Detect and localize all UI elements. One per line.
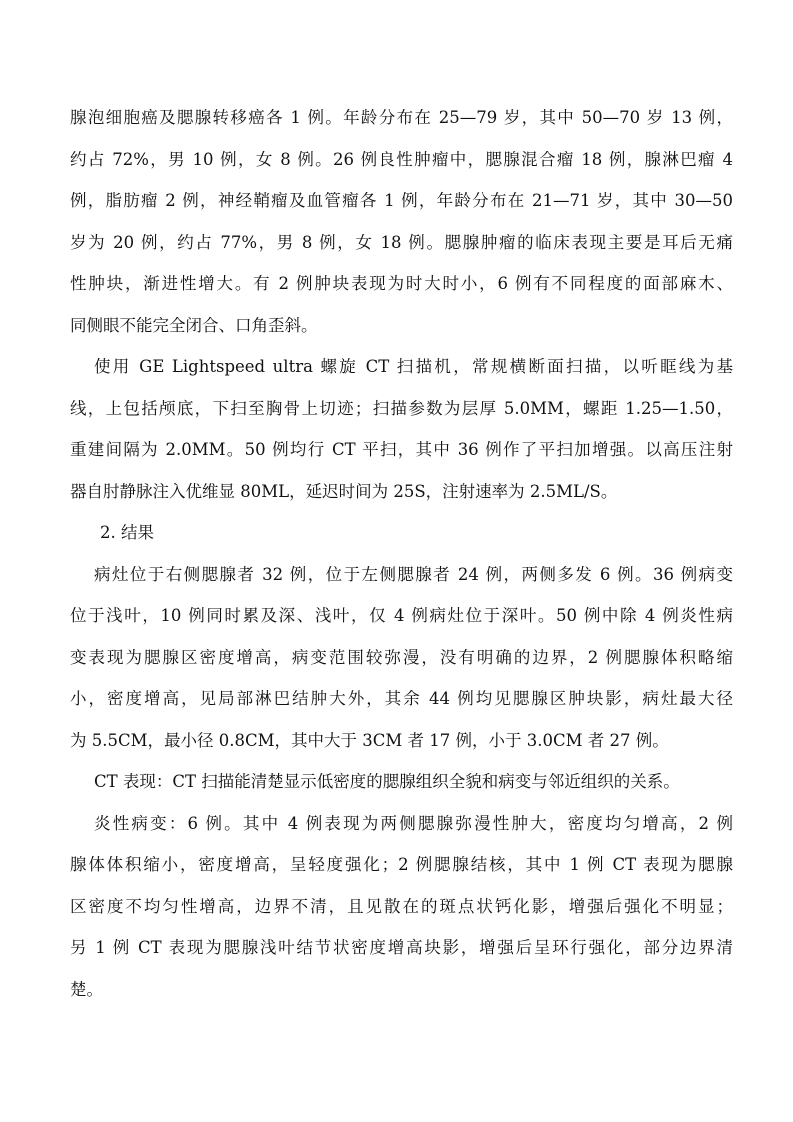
text-line: 同侧眼不能完全闭合、口角歪斜。 (70, 315, 318, 335)
text-line: 另 1 例 CT 表现为腮腺浅叶结节状密度增高块影，增强后呈环行强化，部分边界清 (70, 938, 733, 957)
text-line: 区密度不均匀性增高，边界不清，且见散在的斑点状钙化影，增强后强化不明显； (70, 896, 733, 916)
text-line: 小，密度增高，见局部淋巴结肿大外，其余 44 例均见腮腺区肿块影，病灶最大径 (70, 689, 733, 708)
text-line: 岁为 20 例，约占 77%，男 8 例，女 18 例。腮腺肿瘤的临床表现主要是耳后无痛 (70, 232, 733, 252)
paragraph (70, 97, 733, 346)
text-line: 为 5.5CM，最小径 0.8CM，其中大于 3CM 者 17 例，小于 3.0CM 者 27 例。 (70, 730, 669, 750)
text-line: 楚。 (70, 979, 103, 999)
paragraph (70, 803, 733, 1011)
text-line: 重建间隔为 2.0MM。50 例均行 CT 平扫，其中 36 例作了平扫加增强。以高压注射 (70, 440, 733, 459)
text-line: 约占 72%，男 10 例，女 8 例。26 例良性肿瘤中，腮腺混合瘤 18 例，腺淋巴瘤 4 (70, 149, 733, 169)
section-heading (70, 512, 733, 554)
text-line: 腺体体积缩小，密度增高，呈轻度强化；2 例腮腺结核，其中 1 例 CT 表现为腮腺 (70, 855, 733, 874)
document-body (70, 97, 733, 1010)
text-line: 器自肘静脉注入优维显 80ML，延迟时间为 25S，注射速率为 2.5ML/S。 (70, 481, 618, 501)
paragraph (70, 761, 733, 803)
paragraph (70, 554, 733, 762)
text-line: 变表现为腮腺区密度增高，病变范围较弥漫，没有明确的边界，2 例腮腺体积略缩 (70, 647, 733, 667)
text-line: 例，脂肪瘤 2 例，神经鞘瘤及血管瘤各 1 例，年龄分布在 21—71 岁，其中 30—50 (70, 191, 733, 210)
text-line: 性肿块，渐进性增大。有 2 例肿块表现为时大时小，6 例有不同程度的面部麻木、 (70, 274, 733, 293)
text-line: 病灶位于右侧腮腺者 32 例，位于左侧腮腺者 24 例，两侧多发 6 例。36 例病变 (94, 564, 733, 584)
paragraph (70, 346, 733, 512)
text-line: 腺泡细胞癌及腮腺转移癌各 1 例。年龄分布在 25—79 岁，其中 50—70 岁 13 例， (70, 108, 733, 127)
text-line: 炎性病变：6 例。其中 4 例表现为两侧腮腺弥漫性肿大，密度均匀增高，2 例 (94, 813, 733, 833)
heading-text: 2. 结果 (100, 523, 154, 542)
text-line: 位于浅叶，10 例同时累及深、浅叶，仅 4 例病灶位于深叶。50 例中除 4 例炎性病 (70, 606, 733, 625)
text-line: 线，上包括颅底，下扫至胸骨上切迹；扫描参数为层厚 5.0MM，螺距 1.25—1.50， (70, 398, 733, 418)
text-line: 使用 GE Lightspeed ultra 螺旋 CT 扫描机，常规横断面扫描，以听眶线为基 (94, 357, 733, 376)
text-line: CT 表现：CT 扫描能清楚显示低密度的腮腺组织全貌和病变与邻近组织的关系。 (94, 772, 680, 791)
